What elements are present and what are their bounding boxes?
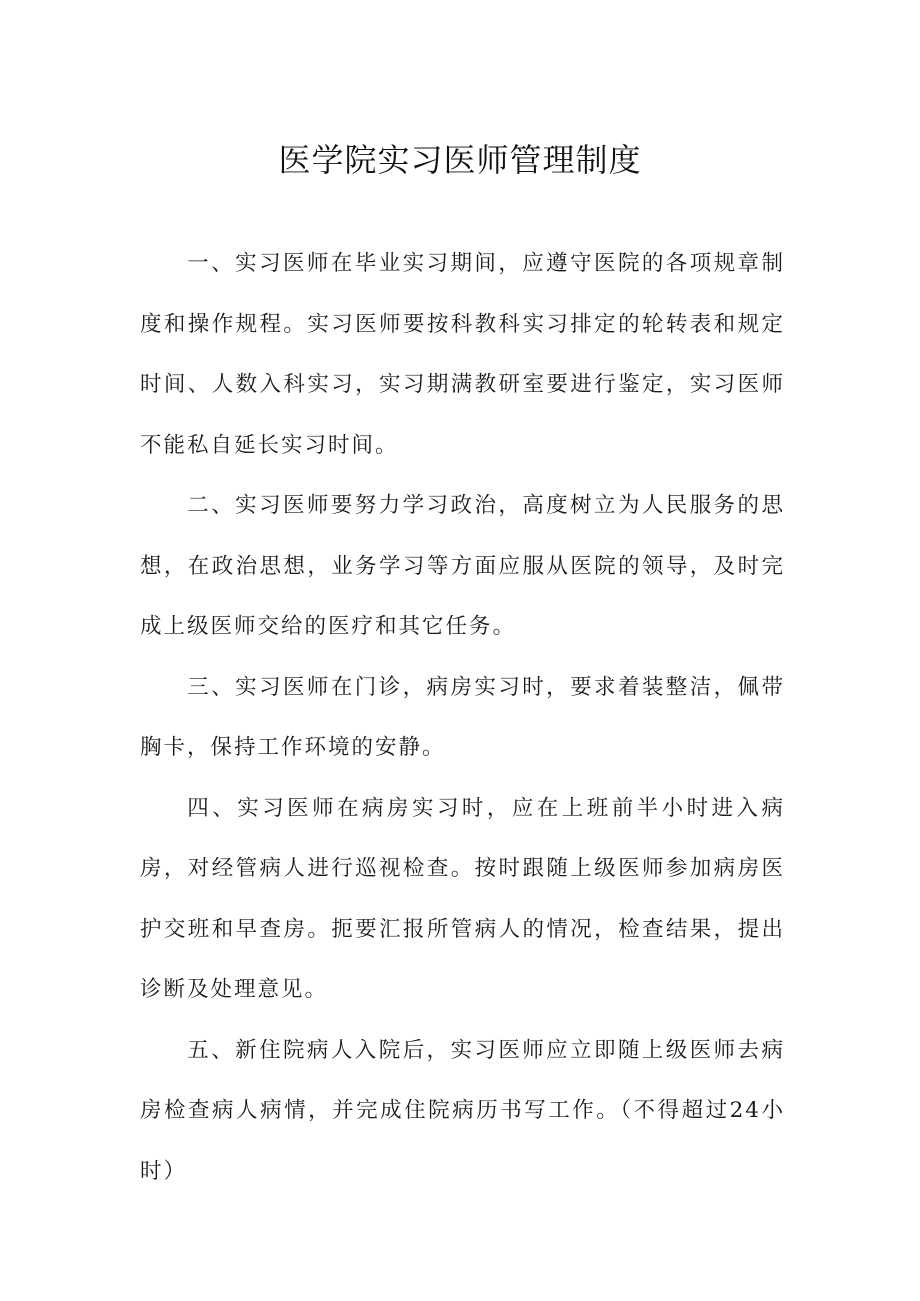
paragraph-1: 一、实习医师在毕业实习期间，应遵守医院的各项规章制度和操作规程。实习医师要按科教科实习排定的轮转表和规定时间、人数入科实习，实习期满教研室要进行鉴定，实习医师不能私自延长实习时间。 (140, 251, 785, 458)
paragraph-3: 三、实习医师在门诊，病房实习时，要求着装整洁，佩带胸卡，保持工作环境的安静。 (140, 674, 785, 760)
paragraph-4: 四、实习医师在病房实习时，应在上班前半小时进入病房，对经管病人进行巡视检查。按时跟随上级医师参加病房医护交班和早查房。扼要汇报所管病人的情况，检查结果，提出诊断及处理意见。 (140, 795, 785, 1002)
document-body (140, 234, 785, 1202)
paragraph-5: 五、新住院病人入院后，实习医师应立即随上级医师去病房检查病人病情，并完成住院病历书写工作。（不得超过24小时） (140, 1037, 785, 1184)
document-title: 医学院实习医师管理制度 (278, 141, 642, 179)
paragraph-2: 二、实习医师要努力学习政治，高度树立为人民服务的思想，在政治思想，业务学习等方面应服从医院的领导，及时完成上级医师交给的医疗和其它任务。 (140, 493, 785, 639)
